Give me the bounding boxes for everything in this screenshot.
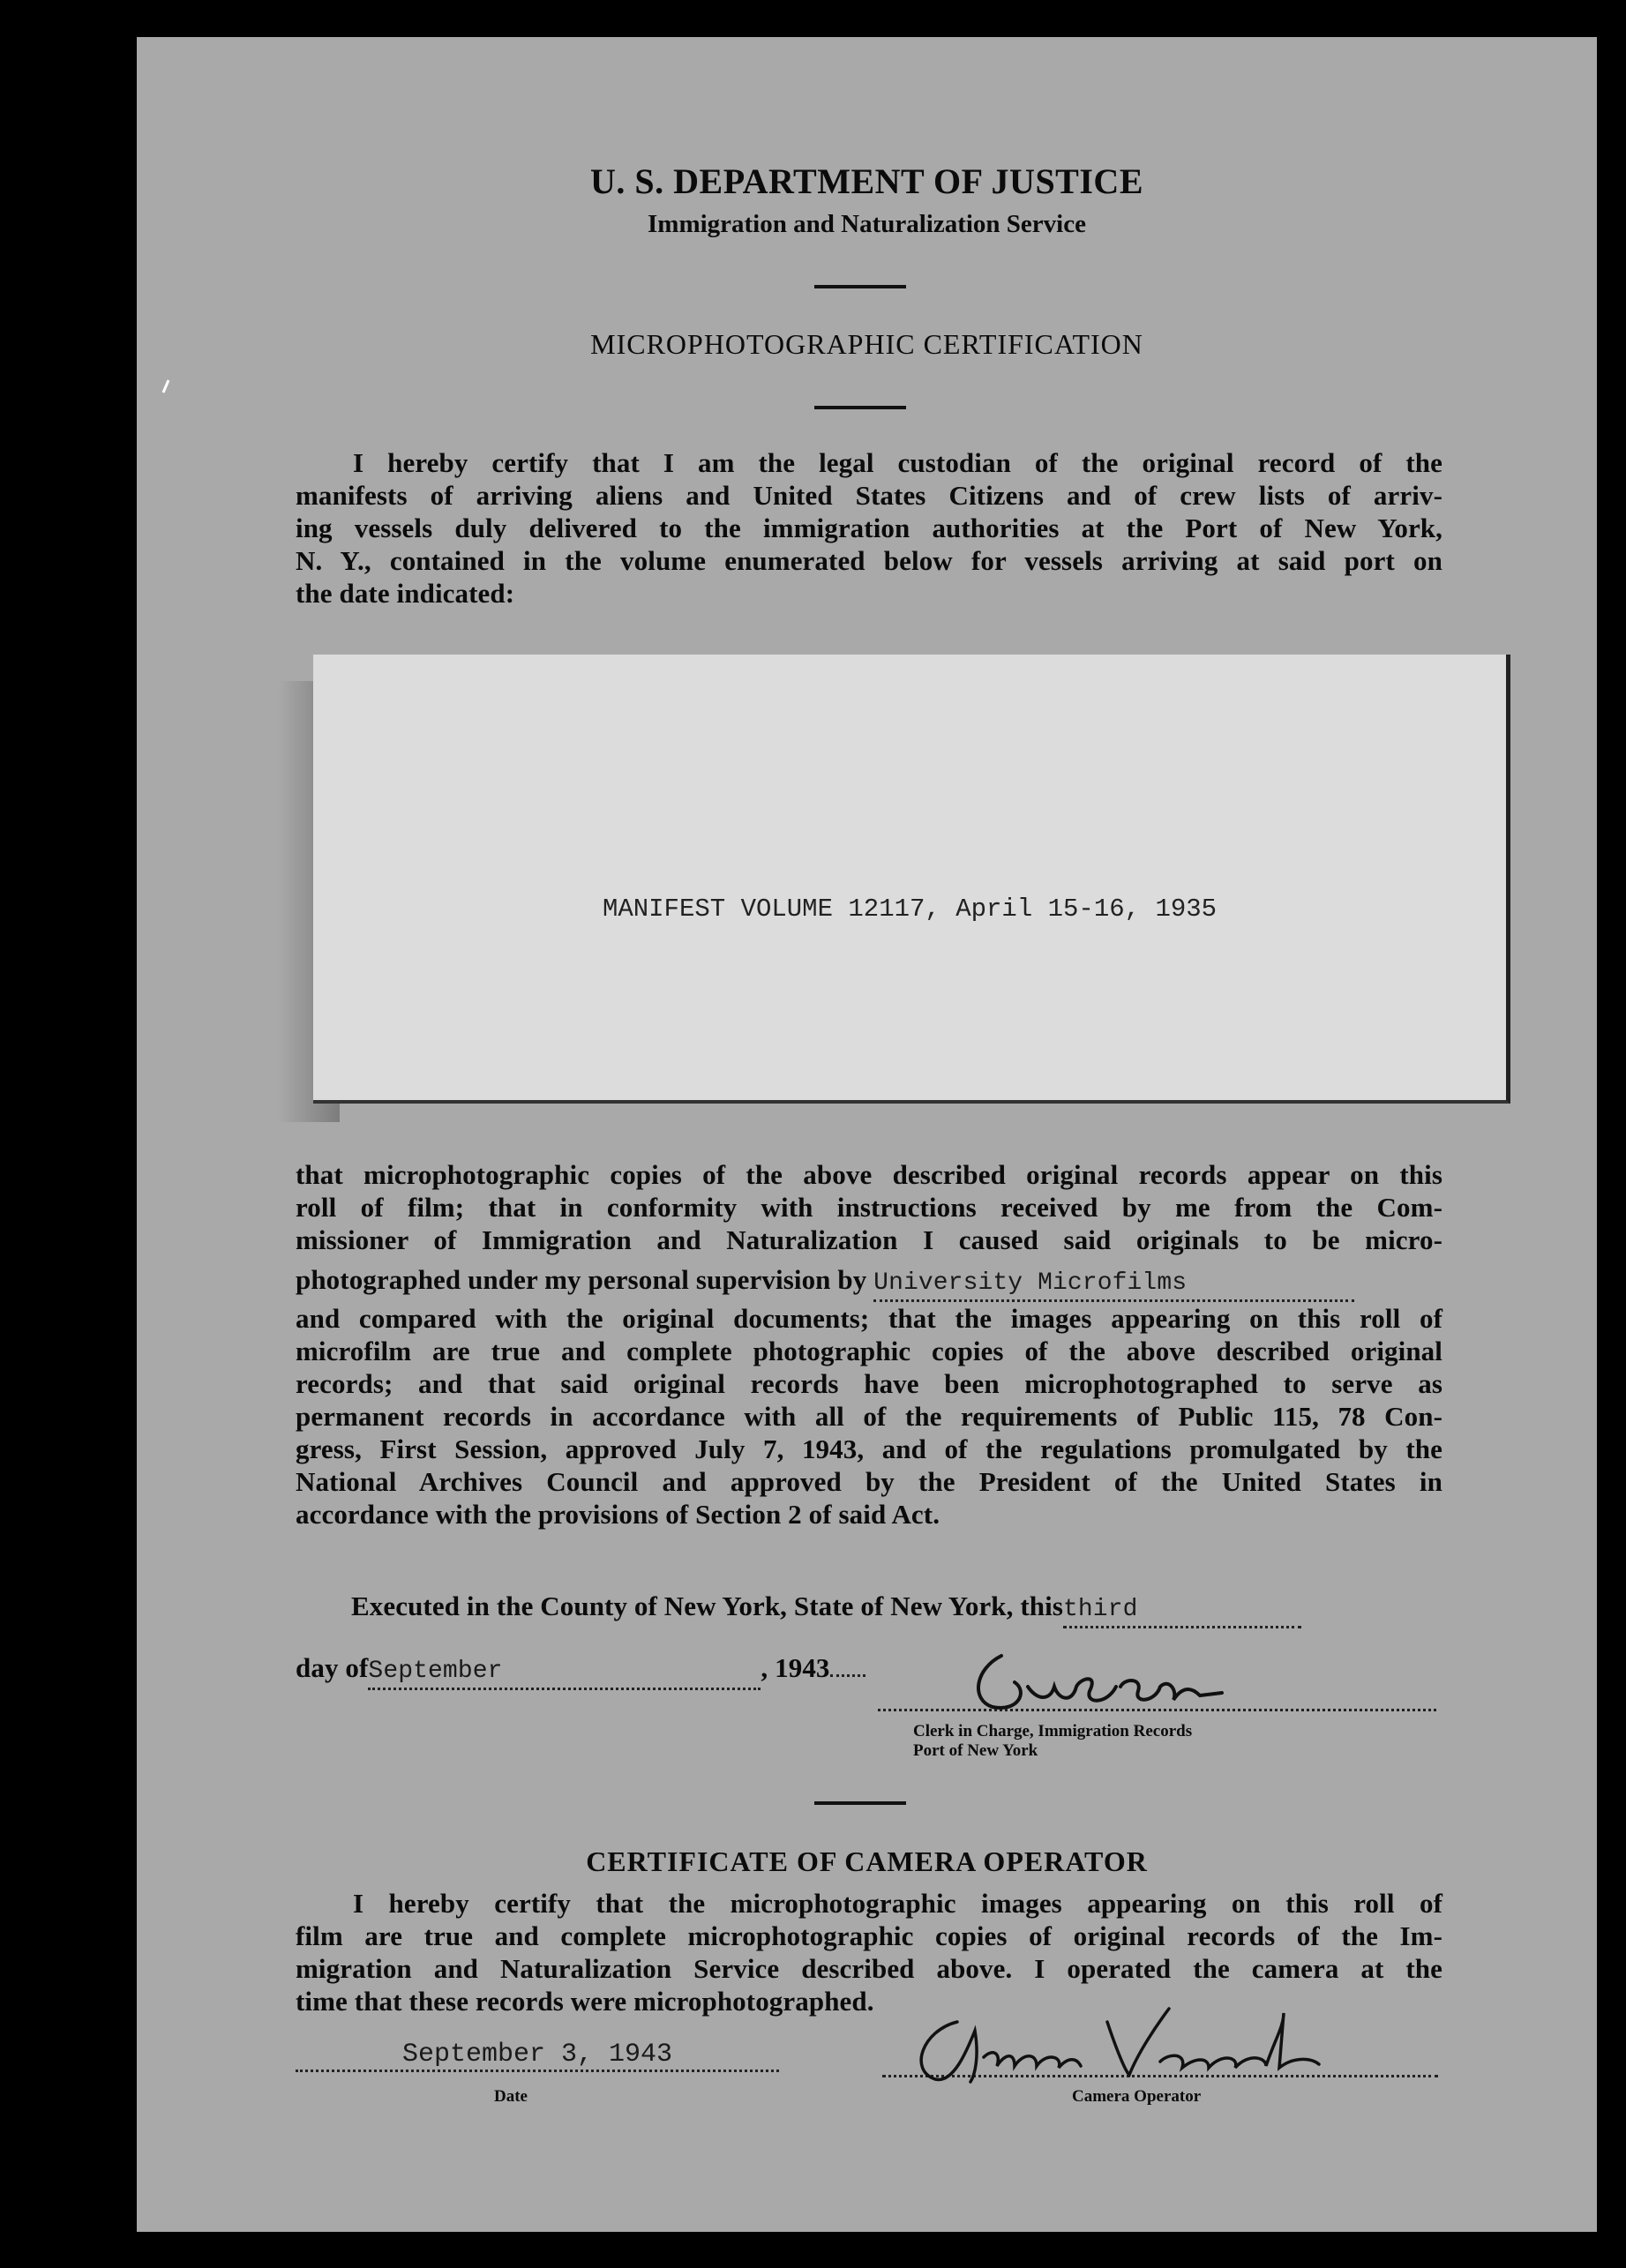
paragraph-line: gress, First Session, approved July 7, 1943, and of the regulations promulgated by the xyxy=(296,1433,1442,1464)
paragraph-line: records; and that said original records have been microphotographed to serve as xyxy=(296,1368,1442,1399)
manifest-volume-text: MANIFEST VOLUME 12117, April 15-16, 1935 xyxy=(602,894,1218,924)
paragraph-line: National Archives Council and approved by the President of the United States in xyxy=(296,1466,1442,1497)
certification-title: MICROPHOTOGRAPHIC CERTIFICATION xyxy=(590,328,1143,360)
paragraph-line: film are true and complete microphotographic copies of original records of the Im- xyxy=(296,1920,1442,1951)
camera-operator-heading: CERTIFICATE OF CAMERA OPERATOR xyxy=(586,1845,1148,1877)
paragraph-line: migration and Naturalization Service described above. I operated the camera at the xyxy=(296,1953,1442,1984)
day-blank xyxy=(1063,1590,1301,1628)
paragraph-line: that microphotographic copies of the above described original records appear on this xyxy=(296,1159,1442,1190)
document-page xyxy=(137,37,1597,2232)
operator-date-line xyxy=(296,2040,779,2072)
paragraph-line: I hereby certify that I am the legal custodian of the original record of the xyxy=(353,447,1442,478)
manifest-card xyxy=(313,655,1510,1104)
clerk-title-line: Port of New York xyxy=(913,1741,1038,1760)
body-paragraph xyxy=(296,1158,1442,1531)
execution-prefix: Executed in the County of New York, State of New York, this xyxy=(351,1591,1063,1621)
operator-date-value: September 3, 1943 xyxy=(401,2040,673,2070)
paragraph-line: the date indicated: xyxy=(296,578,515,609)
paragraph-line: I hereby certify that the microphotographic images appearing on this roll of xyxy=(353,1888,1442,1919)
margin-mark xyxy=(161,379,170,393)
supervision-blank xyxy=(873,1263,1354,1302)
divider-rule xyxy=(814,1801,906,1805)
month-blank xyxy=(368,1651,761,1690)
supervision-value: University Microfilms xyxy=(873,1269,1188,1297)
supervision-line xyxy=(296,1263,1442,1302)
year-trailing-dots xyxy=(830,1674,865,1677)
paragraph-line: roll of film; that in conformity with instructions received by me from the Com- xyxy=(296,1192,1442,1223)
divider-rule xyxy=(814,406,906,409)
paragraph-line: time that these records were microphotographed. xyxy=(296,1986,874,2017)
date-line xyxy=(296,1651,913,1690)
clerk-title xyxy=(913,1722,1192,1761)
intro-paragraph xyxy=(296,446,1442,610)
paragraph-line: and compared with the original documents; that the images appearing on this roll of xyxy=(296,1303,1442,1334)
supervision-prefix: photographed under my personal supervision by xyxy=(296,1264,867,1295)
paragraph-line: N. Y., contained in the volume enumerated below for vessels arriving at said port on xyxy=(296,545,1442,576)
paragraph-line: missioner of Immigration and Naturalization I caused said originals to be micro- xyxy=(296,1224,1442,1255)
divider-rule xyxy=(814,285,906,288)
month-value: September xyxy=(368,1658,503,1685)
clerk-title-line: Clerk in Charge, Immigration Records xyxy=(913,1722,1193,1740)
camera-operator-signature xyxy=(904,2004,1345,2088)
paragraph-line: accordance with the provisions of Section 2 of said Act. xyxy=(296,1499,940,1530)
service-subheading: Immigration and Naturalization Service xyxy=(648,210,1086,238)
clerk-signature xyxy=(966,1638,1222,1718)
paragraph-line: microfilm are true and complete photographic copies of the above described original xyxy=(296,1336,1442,1366)
paragraph-line: ing vessels duly delivered to the immigration authorities at the Port of New York, xyxy=(296,513,1442,543)
paragraph-line: permanent records in accordance with all of the requirements of Public 115, 78 Con- xyxy=(296,1401,1442,1432)
camera-paragraph xyxy=(296,1887,1442,2017)
day-value: third xyxy=(1062,1596,1138,1623)
paragraph-line: manifests of arriving aliens and United States Citizens and of crew lists of arriv- xyxy=(296,480,1442,511)
execution-line xyxy=(351,1590,1442,1628)
year-text: , 1943 xyxy=(761,1652,830,1683)
date-label: Date xyxy=(494,2087,528,2106)
department-heading: U. S. DEPARTMENT OF JUSTICE xyxy=(590,161,1143,201)
operator-label: Camera Operator xyxy=(1072,2087,1202,2106)
day-of-label: day of xyxy=(296,1652,369,1683)
